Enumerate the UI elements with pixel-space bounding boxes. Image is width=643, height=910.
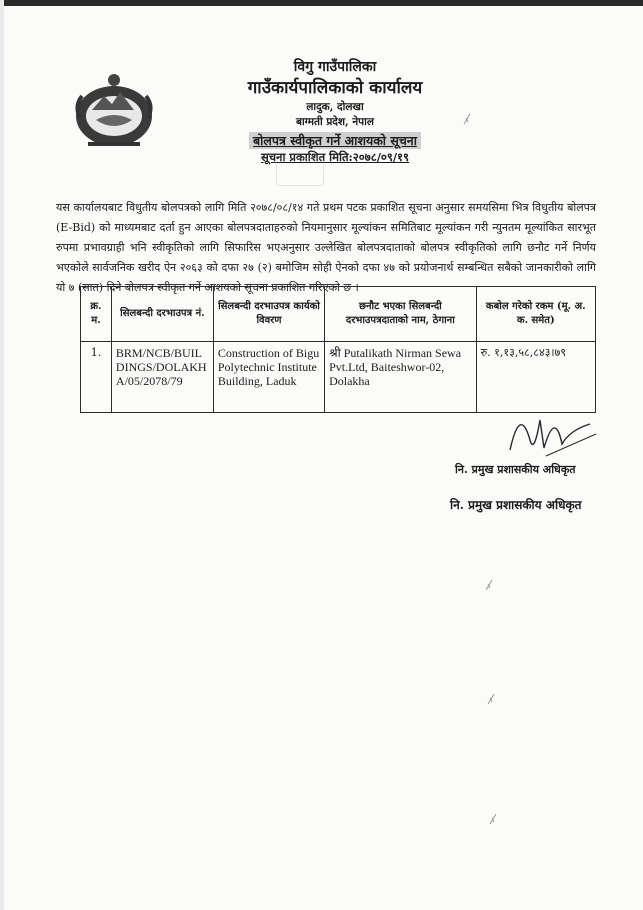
municipality-name: विगु गाउँपालिका (293, 59, 377, 75)
cell-sn: 1. (81, 342, 112, 413)
publish-date: सूचना प्रकाशित मिति:२०७८/०९/१९ (260, 150, 410, 164)
scan-mark (488, 812, 498, 826)
office-header (170, 58, 500, 166)
scan-edge-left (0, 0, 4, 910)
signatory-title: नि. प्रमुख प्रशासकीय अधिकृत (450, 498, 582, 512)
nepal-emblem-icon (70, 66, 158, 150)
scan-edge-top (0, 0, 643, 6)
notice-title: बोलपत्र स्वीकृत गर्ने आशयको सूचना (249, 132, 421, 149)
cell-bid-no: BRM/NCB/BUILDINGS/DOLAKHA/05/2078/79 (111, 342, 213, 413)
bid-table (80, 286, 596, 413)
table-header-row (81, 287, 596, 342)
scan-mark (484, 578, 494, 592)
header-work: सिलबन्दी दरभाउपत्र कार्यको विवरण (213, 287, 324, 342)
cell-work: Construction of Bigu Polytechnic Institute Building, Laduk (213, 342, 324, 413)
signature-handwritten-label: नि. प्रमुख प्रशासकीय अधिकृत (455, 463, 576, 476)
header-bid-no: सिलबन्दी दरभाउपत्र नं. (111, 287, 213, 342)
header-bidder: छनौट भएका सिलबन्दी दरभाउपत्रदाताको नाम, ठेगाना (325, 287, 477, 342)
header-amount: कबोल गरेको रकम (मू. अ. क. समेत) (476, 287, 595, 342)
scan-mark (462, 112, 472, 126)
scan-mark (486, 692, 496, 706)
signature-icon (500, 400, 600, 460)
cell-amount: रु. १,१३,५८,८४३।७९ (476, 342, 595, 413)
notice-paragraph: यस कार्यालयबाट विधुतीय बोलपत्रको लागि मिति २०७८/०८/१४ गते प्रथम पटक प्रकाशित सूचना अनुसार समयसिमा भित्र विधुतीय बोलपत्र (E-Bid) को माध्यमबाट दर्ता हुन आएका बोलपत्रदाताहरुको नियमानुसार मूल्यांकन समितिबाट मूल्यांकन गरी न्युनतम मूल्यांकित सारभूत रुपमा प्रभावग्राही भनि स्वीकृतिको लागि सिफारिस भएअनुसार उल्लेखित बोलपत्रदाताको बोलपत्र स्वीकृतिको लागि छनौट गर्ने निर्णय भएकोले सार्वजनिक खरीद ऐन २०६३ को दफा २७ (२) बमोजिम सोही ऐनको दफा ४७ को प्रयोजनार्थ सम्बन्धित सबैको जानकारीको लागि यो ७ (सात) दिने बोलपत्र स्वीकृत गर्ने आशयको सूचना प्रकाशित गरिएको छ । (56, 201, 596, 294)
cell-bidder: श्री Putalikath Nirman Sewa Pvt.Ltd, Baiteshwor-02, Dolakha (325, 342, 477, 413)
province-country: बाग्मती प्रदेश, नेपाल (296, 116, 374, 128)
header-sn: क्र. म. (81, 287, 112, 342)
office-name: गाउँकार्यपालिकाको कार्यालय (247, 78, 423, 98)
office-address: लादुक, दोलखा (306, 101, 364, 113)
faint-stamp (276, 158, 324, 186)
